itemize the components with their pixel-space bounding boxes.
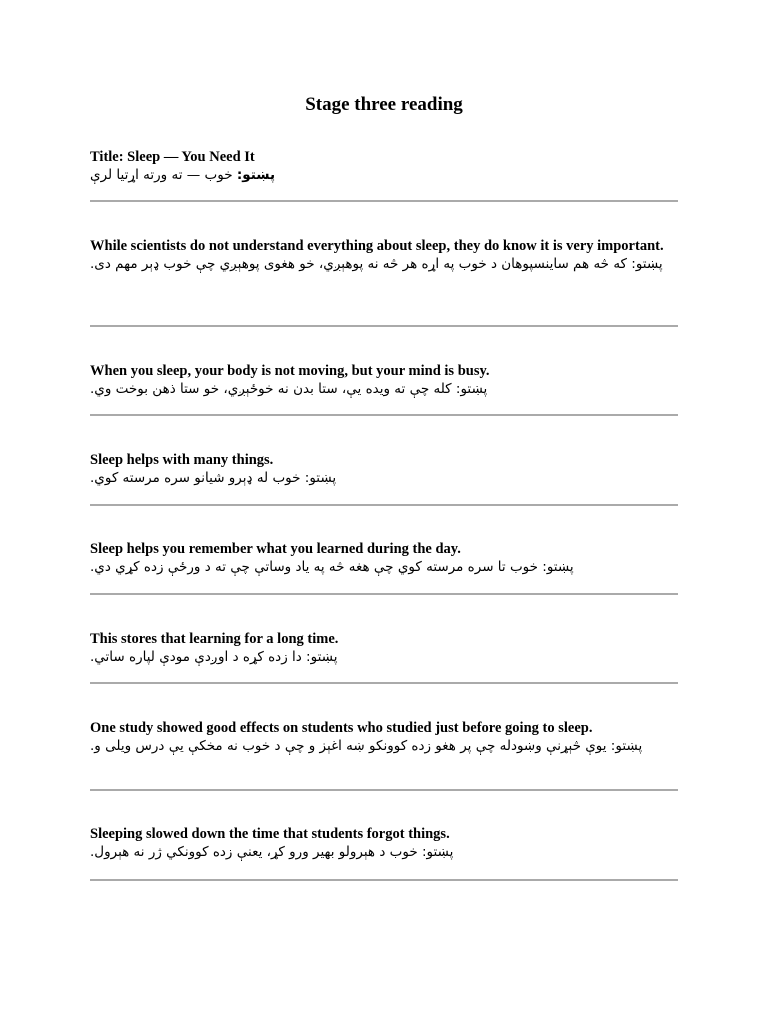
title-line-pashto: [90, 166, 678, 184]
entry-6: [90, 719, 678, 755]
divider: [90, 682, 678, 684]
pashto-title-text: خوب — ته ورته اړتیا لرې: [90, 167, 237, 183]
pashto-label: پښتو:: [236, 167, 276, 183]
entry-pashto: پښتو: کله چې ته ویده یې، ستا بدن نه خوځېږي، خو ستا ذهن بوخت وي.: [90, 381, 488, 397]
entry-english: While scientists do not understand everything about sleep, they do know it is very important.: [90, 238, 664, 254]
entry-7: [90, 825, 678, 861]
entry-english: This stores that learning for a long time.: [90, 631, 339, 647]
divider: [90, 200, 678, 202]
entry-pashto: پښتو: که څه هم ساینسپوهان د خوب په اړه هر څه نه پوهېږي، خو هغوی پوهېږي چې خوب ډېر مهم دی.: [90, 256, 663, 272]
entry-1: [90, 237, 678, 273]
entry-pashto: پښتو: خوب له ډېرو شیانو سره مرسته کوي.: [90, 470, 337, 486]
entry-5: [90, 630, 678, 666]
page-title: Stage three reading: [305, 94, 463, 115]
entry-english: Sleeping slowed down the time that students forgot things.: [90, 826, 450, 842]
divider: [90, 504, 678, 506]
entry-pashto: پښتو: دا زده کړه د اوږدې مودې لپاره ساتي.: [90, 649, 338, 665]
divider: [90, 325, 678, 327]
title-block: [90, 148, 678, 184]
entry-4: [90, 540, 678, 576]
title-line-english: Title: Sleep — You Need It: [90, 149, 255, 165]
entry-pashto: پښتو: خوب تا سره مرسته کوي چې هغه څه په یاد وساتې چې ته د ورځې زده کړي دي.: [90, 559, 574, 575]
divider: [90, 593, 678, 595]
entry-pashto: پښتو: یوې څېړنې وښودله چې پر هغو زده کوونکو ښه اغېز و چې د خوب نه مخکې یې درس ویلی و.: [90, 738, 643, 754]
entry-english: One study showed good effects on students who studied just before going to sleep.: [90, 720, 593, 736]
divider: [90, 879, 678, 881]
entry-english: Sleep helps with many things.: [90, 452, 274, 468]
entry-english: When you sleep, your body is not moving, but your mind is busy.: [90, 363, 490, 379]
entry-3: [90, 451, 678, 487]
divider: [90, 789, 678, 791]
entry-english: Sleep helps you remember what you learned during the day.: [90, 541, 461, 557]
divider: [90, 414, 678, 416]
entry-2: [90, 362, 678, 398]
entry-pashto: پښتو: خوب د هېرولو بهیر ورو کړ، یعنې زده کوونکي ژر نه هېرول.: [90, 844, 454, 860]
